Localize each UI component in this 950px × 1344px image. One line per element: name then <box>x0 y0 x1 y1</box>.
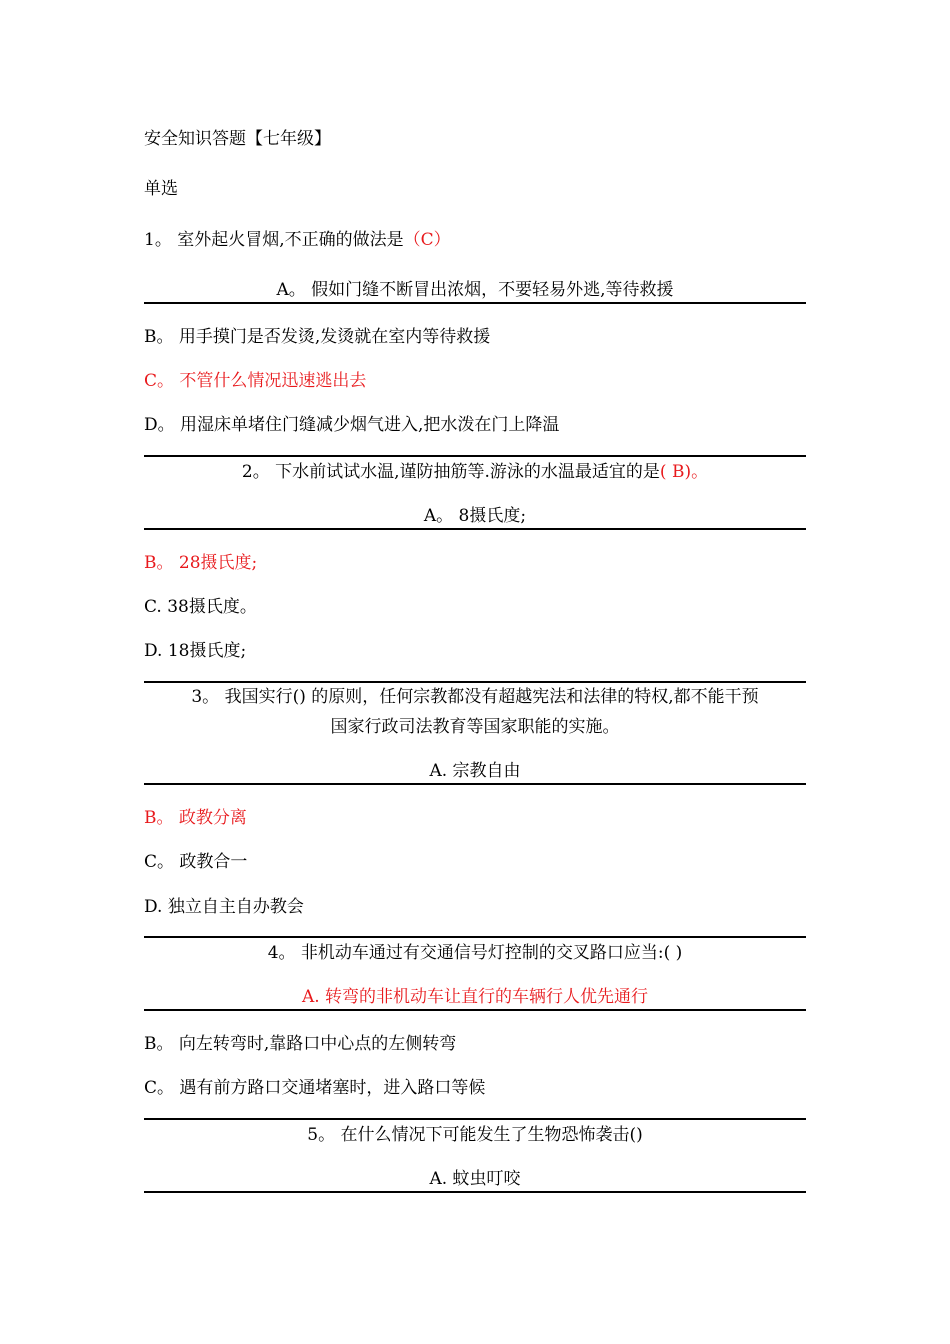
question-2-option-c: C. 38摄氏度。 <box>144 597 257 617</box>
question-5-option-a: A. 蚊虫叮咬 <box>429 1169 521 1189</box>
divider <box>144 528 806 530</box>
question-4-option-b: B。 向左转弯时,靠路口中心点的左侧转弯 <box>144 1034 457 1054</box>
question-3-option-b: B。 政教分离 <box>144 808 247 828</box>
question-2-option-b: B。 28摄氏度; <box>144 553 258 573</box>
question-3-stem-line-2: 国家行政司法教育等国家职能的实施。 <box>330 717 620 737</box>
section-heading: 单选 <box>144 179 178 199</box>
question-2-answer: ( B)。 <box>659 462 709 482</box>
question-5-stem: 5。 在什么情况下可能发生了生物恐怖袭击() <box>307 1125 643 1145</box>
question-2-option-d: D. 18摄氏度; <box>144 641 247 661</box>
question-3-option-d: D. 独立自主自办教会 <box>144 897 304 917</box>
question-1-option-b: B。 用手摸门是否发烫,发烫就在室内等待救援 <box>144 327 491 347</box>
question-3-stem-line-1: 3。 我国实行() 的原则，任何宗教都没有超越宪法和法律的特权,都不能干预 <box>191 687 759 707</box>
question-1-option-a: A。 假如门缝不断冒出浓烟，不要轻易外逃,等待救援 <box>276 280 674 300</box>
divider <box>144 936 806 938</box>
question-1-text: 1。 室外起火冒烟,不正确的做法是 <box>144 230 404 250</box>
question-4-stem: 4。 非机动车通过有交通信号灯控制的交叉路口应当:( ) <box>267 943 683 963</box>
divider <box>144 783 806 785</box>
divider <box>144 1118 806 1120</box>
divider <box>144 1009 806 1011</box>
question-3-option-c: C。 政教合一 <box>144 852 248 872</box>
question-1-option-c: C。 不管什么情况迅速逃出去 <box>144 371 367 391</box>
divider <box>144 1191 806 1193</box>
question-1-stem <box>144 229 806 251</box>
divider <box>144 455 806 457</box>
question-2-stem <box>144 461 806 483</box>
divider <box>144 681 806 683</box>
document-title: 安全知识答题【七年级】 <box>144 129 331 149</box>
question-4-option-c: C。 遇有前方路口交通堵塞时，进入路口等候 <box>144 1078 486 1098</box>
question-2-text: 2。 下水前试试水温,谨防抽筋等.游泳的水温最适宜的是 <box>241 462 660 482</box>
question-4-option-a: A. 转弯的非机动车让直行的车辆行人优先通行 <box>301 987 649 1007</box>
divider <box>144 302 806 304</box>
question-2-option-a: A。 8摄氏度; <box>423 506 527 526</box>
question-1-option-d: D。 用湿床单堵住门缝减少烟气进入,把水泼在门上降温 <box>144 415 560 435</box>
question-1-answer: （C） <box>403 230 451 250</box>
question-3-option-a: A. 宗教自由 <box>429 761 521 781</box>
